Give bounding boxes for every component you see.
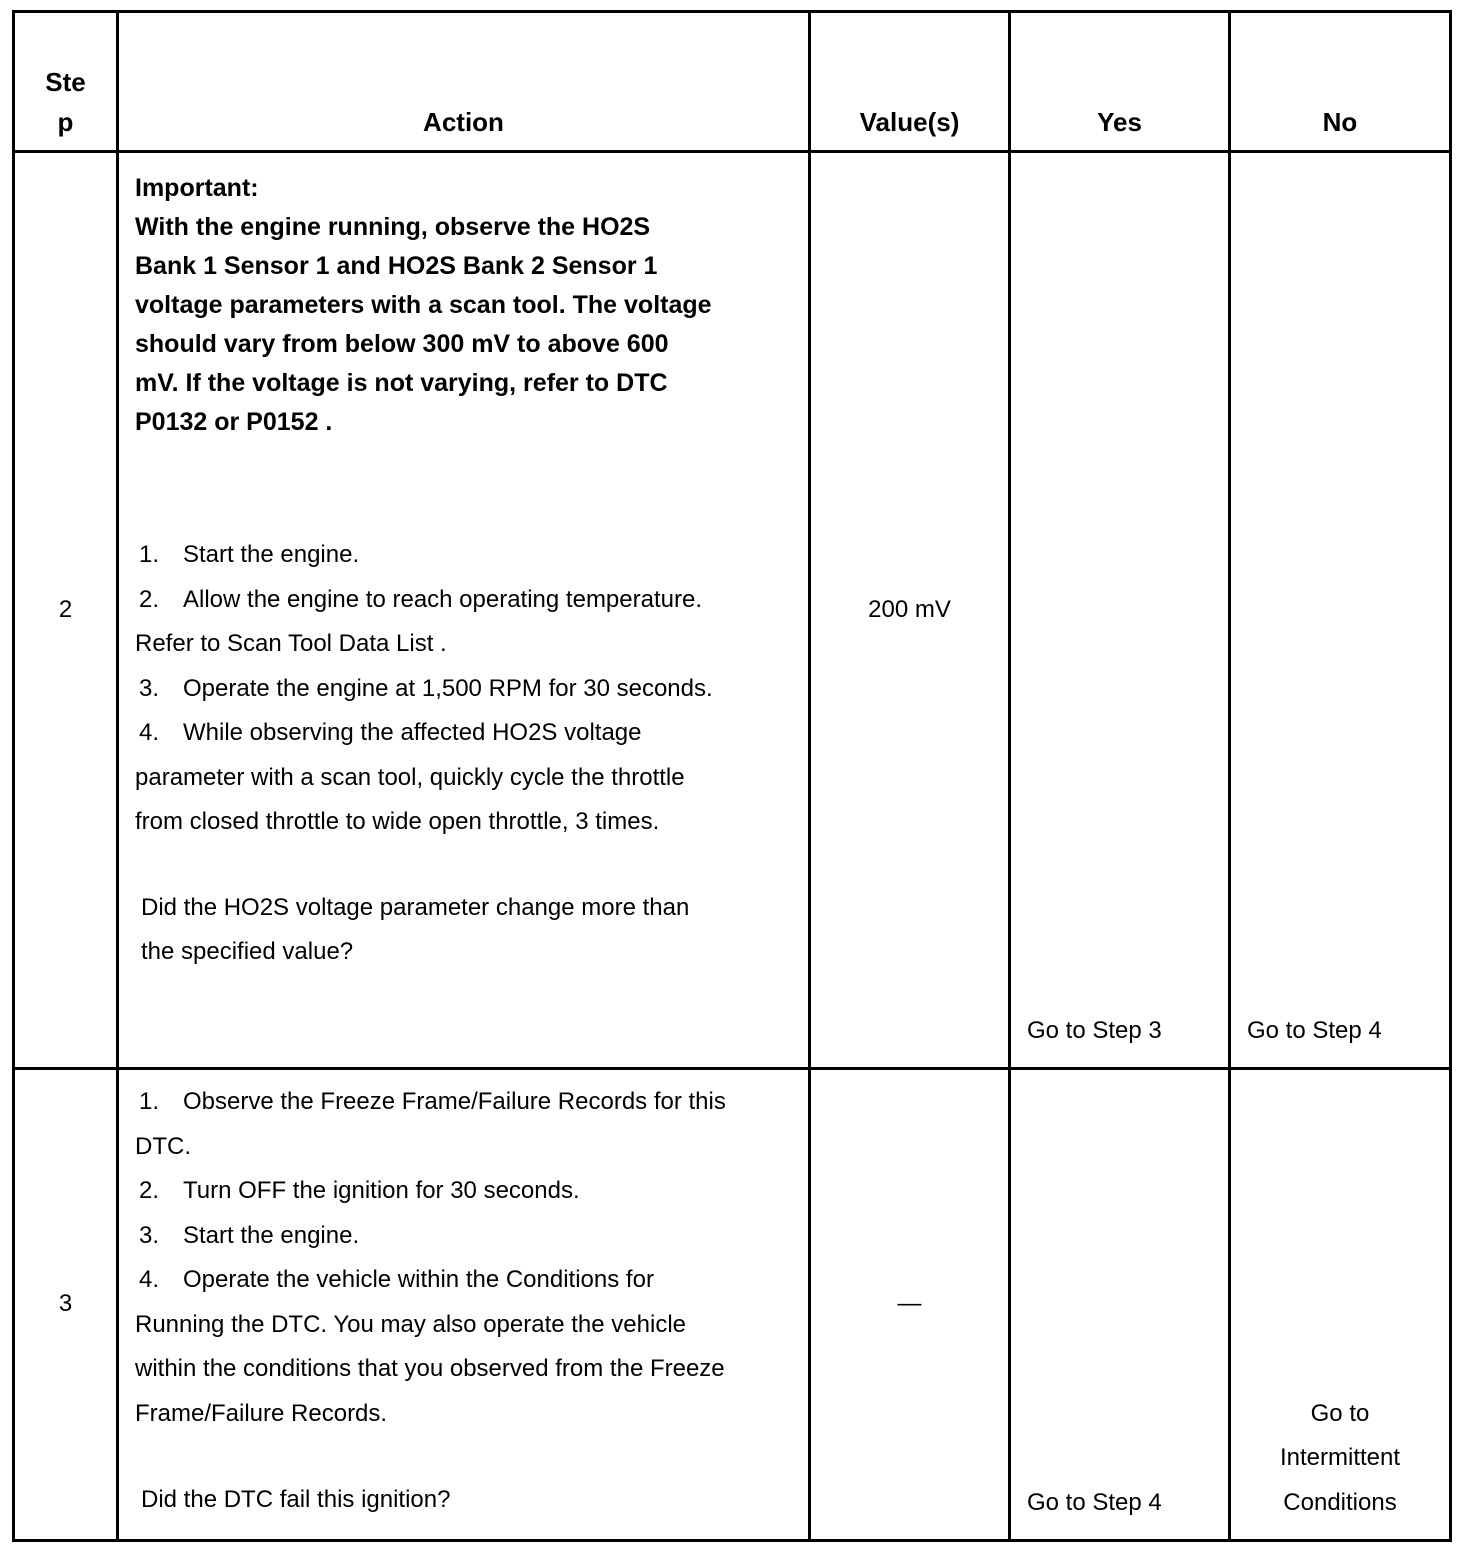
header-yes: Yes xyxy=(1010,12,1230,152)
header-step-label: Step xyxy=(45,67,86,137)
value-cell: 200 mV xyxy=(810,152,1010,1069)
step-number: 2 xyxy=(14,152,118,1069)
table-row xyxy=(14,1069,1451,1541)
procedure-step: 1. Observe the Freeze Frame/Failure Records for this DTC. xyxy=(135,1088,726,1160)
action-cell xyxy=(118,1069,810,1541)
header-values: Value(s) xyxy=(810,12,1010,152)
procedure-step: 1. Start the engine. xyxy=(139,541,360,568)
table-row xyxy=(14,152,1451,1069)
procedure-list xyxy=(135,533,735,845)
important-label: Important: xyxy=(135,174,259,202)
no-cell xyxy=(1230,1069,1451,1541)
procedure-step: 3. Start the engine. xyxy=(139,1221,360,1249)
header-row xyxy=(14,12,1451,152)
header-action: Action xyxy=(118,12,810,152)
header-no: No xyxy=(1230,12,1451,152)
step-question: Did the HO2S voltage parameter change more than the specified value? xyxy=(141,893,690,965)
header-step xyxy=(14,12,118,152)
procedure-step: 2. Allow the engine to reach operating temperature. Refer to Scan Tool Data List . xyxy=(135,585,702,657)
procedure-step: 4. While observing the affected HO2S voltage parameter with a scan tool, quickly cycle the throttle from closed throttle to wide open throttle, 3 times. xyxy=(135,719,685,835)
action-cell xyxy=(118,152,810,1069)
step-question: Did the DTC fail this ignition? xyxy=(141,1486,451,1513)
important-note xyxy=(135,169,715,442)
step-number: 3 xyxy=(14,1069,118,1541)
procedure-step: 2. Turn OFF the ignition for 30 seconds. xyxy=(139,1177,580,1204)
yes-cell: Go to Step 4 xyxy=(1010,1069,1230,1541)
yes-cell: Go to Step 3 xyxy=(1010,152,1230,1069)
no-cell-text: Go to Intermittent Conditions xyxy=(1279,1399,1401,1516)
no-cell: Go to Step 4 xyxy=(1230,152,1451,1069)
value-cell: — xyxy=(810,1069,1010,1541)
procedure-step: 3. Operate the engine at 1,500 RPM for 30 seconds. xyxy=(139,674,713,702)
important-text: With the engine running, observe the HO2S Bank 1 Sensor 1 and HO2S Bank 2 Sensor 1 voltage parameters with a scan tool. The voltage should vary from below 300 mV to above 600 mV. If the voltage is not varying, refer to DTC P0132 or P0152 . xyxy=(135,213,712,436)
procedure-step: 4. Operate the vehicle within the Conditions for Running the DTC. You may also operate the vehicle within the conditions that you observed from the Freeze Frame/Failure Records. xyxy=(135,1266,725,1427)
diagnostic-table xyxy=(12,10,1452,1542)
procedure-list xyxy=(135,1080,765,1436)
